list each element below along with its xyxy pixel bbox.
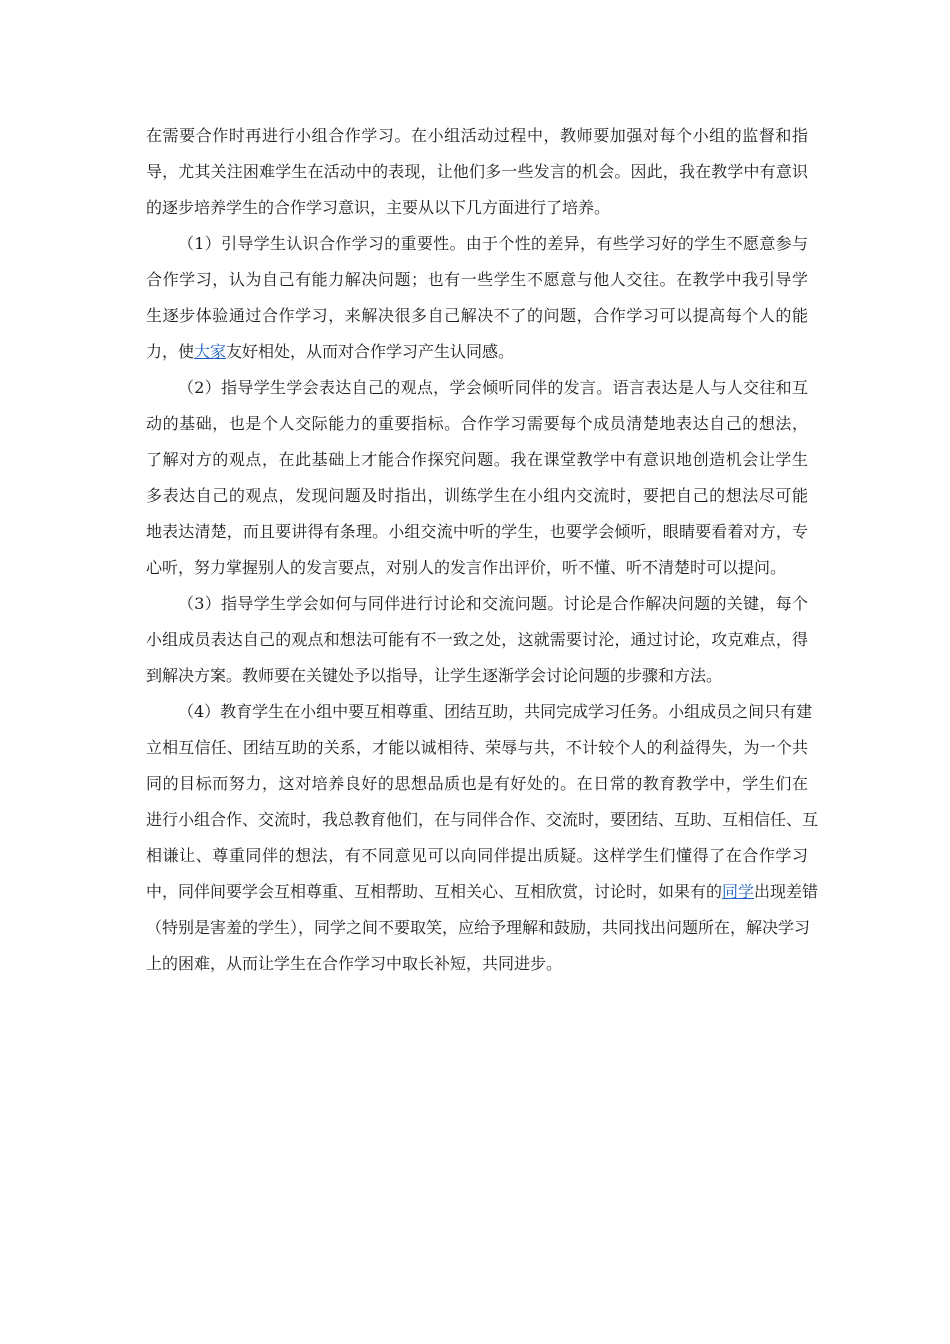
text-line: 地表达清楚，而且要讲得有条理。小组交流中听的学生，也要学会倾听，眼睛要看着对方，专 [146, 522, 808, 541]
text-line: （特别是害羞的学生），同学之间不要取笑，应给予理解和鼓励，共同找出问题所在，解决学习 [146, 918, 811, 937]
paragraph-point-3 [146, 586, 808, 694]
text-line: 多表达自己的观点，发现问题及时指出，训练学生在小组内交流时，要把自己的想法尽可能 [146, 486, 808, 505]
text-line: 小组成员表达自己的观点和想法可能有不一致之处，这就需要讨沦，通过讨论，攻克难点，得 [146, 630, 808, 649]
text-segment: 出现差错 [754, 882, 819, 901]
link-dajia[interactable]: 大家 [194, 342, 227, 361]
text-line: 的逐步培养学生的合作学习意识，主要从以下几方面进行了培养。 [146, 198, 611, 217]
text-line: （1）引导学生认识合作学习的重要性。由于个性的差异，有些学习好的学生不愿意参与 [178, 234, 808, 253]
text-line: 进行小组合作、交流时，我总教育他们，在与同伴合作、交流时，要团结、互助、互相信任、互 [146, 810, 819, 829]
text-segment: 友好相处，从而对合作学习产生认同感。 [226, 342, 515, 361]
text-line: 动的基础，也是个人交际能力的重要指标。合作学习需要每个成员清楚地表达自己的想法， [146, 414, 808, 433]
text-line: 立相互信任、团结互助的关系，才能以诚相待、荣辱与共，不计较个人的利益得失，为一个共 [146, 738, 808, 757]
paragraph-point-4 [146, 694, 819, 982]
text-line: 同的目标而努力，这对培养良好的思想品质也是有好处的。在日常的教育教学中，学生们在 [146, 774, 808, 793]
document-body [146, 118, 819, 982]
text-line: （4）教育学生在小组中要互相尊重、团结互助，共同完成学习任务。小组成员之间只有建 [178, 702, 813, 721]
text-line: 在需要合作时再进行小组合作学习。在小组活动过程中，教师要加强对每个小组的监督和指 [146, 126, 808, 145]
text-line [146, 334, 808, 370]
text-line: 到解决方案。教师要在关键处予以指导，让学生逐渐学会讨论问题的步骤和方法。 [146, 666, 723, 685]
text-segment: 力，使 [146, 342, 195, 361]
text-line: 上的困难，从而让学生在合作学习中取长补短，共同进步。 [146, 954, 563, 973]
text-segment: 中，同伴间要学会互相尊重、互相帮助、互相关心、互相欣赏，讨论时，如果有的 [146, 882, 723, 901]
text-line: （2）指导学生学会表达自己的观点，学会倾听同伴的发言。语言表达是人与人交往和互 [178, 378, 808, 397]
paragraph-point-1 [146, 226, 808, 370]
text-line [146, 874, 819, 910]
paragraph-intro [146, 118, 808, 226]
text-line: 了解对方的观点，在此基础上才能合作探究问题。我在课堂教学中有意识地创造机会让学生 [146, 450, 808, 469]
link-tongxue[interactable]: 同学 [722, 882, 755, 901]
text-line: 心听，努力掌握别人的发言要点，对别人的发言作出评价，听不懂、听不清楚时可以提问。 [146, 558, 787, 577]
paragraph-point-2 [146, 370, 808, 586]
text-line: 生逐步体验通过合作学习，来解决很多自己解决不了的问题，合作学习可以提高每个人的能 [146, 306, 808, 325]
text-line: （3）指导学生学会如何与同伴进行讨论和交流问题。讨论是合作解决问题的关键，每个 [178, 594, 808, 613]
text-line: 相谦让、尊重同伴的想法，有不同意见可以向同伴提出质疑。这样学生们懂得了在合作学习 [146, 846, 808, 865]
text-line: 导，尤其关注困难学生在活动中的表现，让他们多一些发言的机会。因此，我在教学中有意识 [146, 162, 808, 181]
text-line: 合作学习，认为自己有能力解决问题；也有一些学生不愿意与他人交往。在教学中我引导学 [146, 270, 808, 289]
